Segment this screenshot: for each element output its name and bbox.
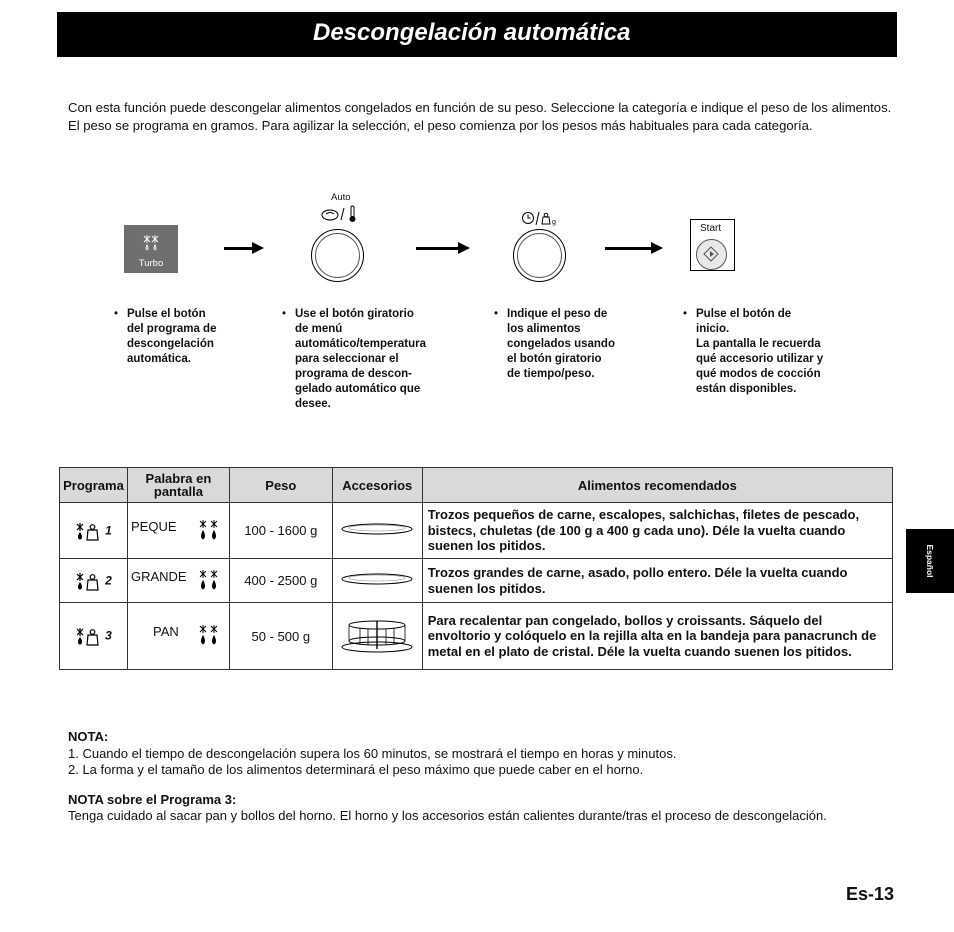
arrow-3 xyxy=(605,247,653,250)
table-row xyxy=(60,503,893,559)
program-cell xyxy=(60,559,128,603)
display-word: GRANDE xyxy=(130,568,187,584)
step-1-text: • Pulse el botón del programa de descongelación automática. xyxy=(114,308,217,365)
header-accesorios: Accesorios xyxy=(332,468,422,503)
defrost-programs-table xyxy=(59,467,893,670)
header-programa: Programa xyxy=(60,468,128,503)
table-row xyxy=(60,603,893,670)
auto-temperature-dial[interactable] xyxy=(311,229,364,282)
display-word-cell xyxy=(127,503,229,559)
program-cell xyxy=(60,603,128,670)
header-palabra: Palabra en pantalla xyxy=(127,468,229,503)
table-header-row xyxy=(60,468,893,503)
weight-cell: 50 - 500 g xyxy=(229,603,332,670)
accessory-cell xyxy=(332,503,422,559)
display-word: PEQUE xyxy=(130,518,177,534)
food-cell: Trozos pequeños de carne, escalopes, salchichas, filetes de pescado, bistecs, chuletas (de 100 g a 400 g cada uno). Déle la vuelta cuando suenen los pitidos. xyxy=(422,503,892,559)
defrost-display-icon xyxy=(198,569,220,593)
program-number: 3 xyxy=(105,628,112,643)
start-button[interactable] xyxy=(690,219,735,271)
defrost-weight-icon xyxy=(75,520,105,542)
note-item-1: 1. Cuando el tiempo de descongelación supera los 60 minutos, se mostrará el tiempo en horas y minutos. xyxy=(68,745,677,761)
weight-cell: 400 - 2500 g xyxy=(229,559,332,603)
program-cell xyxy=(60,503,128,559)
display-word-cell xyxy=(127,603,229,670)
plate-icon xyxy=(340,522,414,536)
display-word: PAN xyxy=(152,624,179,639)
notes-section xyxy=(68,729,827,825)
display-word-cell xyxy=(127,559,229,603)
arrow-2 xyxy=(416,247,460,250)
program-number: 2 xyxy=(105,572,112,587)
time-weight-icon xyxy=(521,210,561,228)
step-2-text: • Use el botón giratorio de menú automático/temperatura para seleccionar el programa de descon- gelado automático que desee. xyxy=(282,308,427,410)
header-peso: Peso xyxy=(229,468,332,503)
intro-paragraph: Con esta función puede descongelar alimentos congelados en función de su peso. Seleccione la categoría e indique el peso de los alimentos. El peso se programa en gramos. Para agilizar la selección, el peso comienza por los pesos más habituales para cada categoría. xyxy=(68,100,892,133)
start-icon xyxy=(697,240,726,269)
turbo-label: Turbo xyxy=(138,258,164,269)
svg-text:g: g xyxy=(552,219,556,226)
step-4-text: • Pulse el botón de inicio. La pantalla le recuerda qué accesorio utilizar y qué modos de cocción están disponibles. xyxy=(683,308,824,395)
defrost-icon xyxy=(124,231,178,261)
defrost-weight-icon xyxy=(75,625,105,647)
header-alimentos: Alimentos recomendados xyxy=(422,468,892,503)
language-label: Español xyxy=(925,544,935,578)
start-key xyxy=(696,239,727,270)
auto-menu-temperature-icon xyxy=(320,205,360,223)
note-item-2: 2. La forma y el tamaño de los alimentos determinará el peso máximo que puede caber en el horno. xyxy=(68,762,644,777)
food-cell: Trozos grandes de carne, asado, pollo entero. Déle la vuelta cuando suenen los pitidos. xyxy=(422,559,892,603)
accessory-cell xyxy=(332,603,422,670)
page-number: Es-13 xyxy=(845,884,894,904)
notes-heading-2: NOTA sobre el Programa 3: xyxy=(68,791,237,807)
title-bar xyxy=(57,12,897,57)
defrost-display-icon xyxy=(198,519,220,543)
step-3-text: • Indique el peso de los alimentos congelados usando el botón giratorio de tiempo/peso. xyxy=(494,308,615,380)
time-weight-dial[interactable] xyxy=(513,229,566,282)
page-title: Descongelación automática xyxy=(313,19,631,46)
note-program-3: Tenga cuidado al sacar pan y bollos del horno. El horno y los accesorios están calientes durante/tras el proceso de descongelación. xyxy=(68,808,827,823)
notes-heading: NOTA: xyxy=(68,729,109,744)
weight-cell: 100 - 1600 g xyxy=(229,503,332,559)
plate-icon xyxy=(340,572,414,586)
accessory-cell xyxy=(332,559,422,603)
language-tab xyxy=(906,529,954,593)
arrow-1 xyxy=(224,247,254,250)
defrost-display-icon xyxy=(198,624,220,648)
table-row xyxy=(60,559,893,603)
start-label: Start xyxy=(700,223,722,234)
program-number: 1 xyxy=(105,522,112,537)
food-cell: Para recalentar pan congelado, bollos y croissants. Sáquelo del envoltorio y colóquelo en la rejilla alta en la bandeja para panacrunch de metal en el plato de cristal. Déle la vuelta cuando suenen los pitidos. xyxy=(422,603,892,670)
turbo-button[interactable] xyxy=(124,225,178,273)
defrost-weight-icon xyxy=(75,570,105,592)
auto-label: Auto xyxy=(331,192,351,203)
rack-on-plate-icon xyxy=(340,615,414,655)
